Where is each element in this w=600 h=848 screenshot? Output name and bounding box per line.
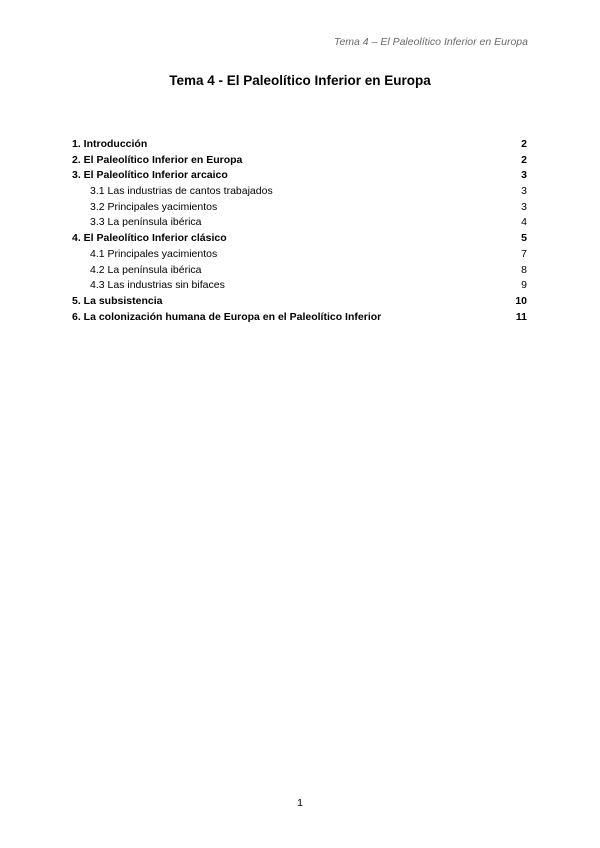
toc-entry-page: 2 (521, 138, 527, 150)
toc-entry-label: 3. El Paleolítico Inferior arcaico (72, 169, 228, 182)
toc-entry-label: 4. El Paleolítico Inferior clásico (72, 232, 227, 245)
toc-entry-peninsula-iberica-arcaico[interactable] (72, 215, 527, 231)
running-header: Tema 4 – El Paleolítico Inferior en Europa (334, 36, 528, 48)
page-number: 1 (297, 797, 303, 809)
toc-entry-page: 7 (521, 247, 527, 260)
toc-entry-label: 4.3 Las industrias sin bifaces (90, 279, 225, 292)
toc-entry-label: 6. La colonización humana de Europa en el Paleolítico Inferior (72, 310, 382, 323)
document-title: Tema 4 - El Paleolítico Inferior en Europa (169, 73, 431, 88)
toc-entry-page: 3 (521, 169, 527, 182)
toc-entry-label: 3.2 Principales yacimientos (90, 200, 218, 213)
toc-entry-cantos-trabajados[interactable] (72, 184, 527, 200)
toc-entry-page: 11 (515, 310, 527, 323)
toc-entry-label: 1. Introducción (72, 138, 148, 150)
toc-entry-page: 4 (521, 216, 527, 229)
toc-entry-principales-yacimientos-arcaico[interactable] (72, 200, 527, 216)
toc-entry-page: 3 (521, 185, 527, 198)
toc-entry-page: 10 (515, 294, 527, 307)
toc-entry-page: 5 (521, 232, 527, 245)
toc-entry-paleolitico-inferior-europa[interactable] (72, 153, 527, 169)
toc-entry-paleolitico-inferior-arcaico[interactable] (72, 168, 527, 184)
toc-entry-label: 5. La subsistencia (72, 294, 163, 307)
toc-entry-industrias-sin-bifaces[interactable] (72, 278, 527, 294)
toc-entry-paleolitico-inferior-clasico[interactable] (72, 231, 527, 247)
toc-entry-page: 2 (521, 153, 527, 166)
toc-entry-label: 3.1 Las industrias de cantos trabajados (90, 185, 273, 198)
toc-entry-page: 8 (521, 263, 527, 276)
toc-entry-label: 2. El Paleolítico Inferior en Europa (72, 153, 243, 166)
toc-entry-page: 3 (521, 200, 527, 213)
toc-entry-colonizacion-humana[interactable] (72, 310, 527, 326)
toc-entry-label: 4.2 La península ibérica (90, 263, 202, 276)
toc-entry-page: 9 (521, 279, 527, 292)
table-of-contents (72, 137, 527, 325)
toc-entry-introduccion[interactable] (72, 137, 527, 153)
toc-entry-principales-yacimientos-clasico[interactable] (72, 247, 527, 263)
toc-entry-label: 4.1 Principales yacimientos (90, 247, 218, 260)
toc-entry-subsistencia[interactable] (72, 294, 527, 310)
toc-entry-label: 3.3 La península ibérica (90, 216, 202, 229)
toc-entry-peninsula-iberica-clasico[interactable] (72, 263, 527, 279)
